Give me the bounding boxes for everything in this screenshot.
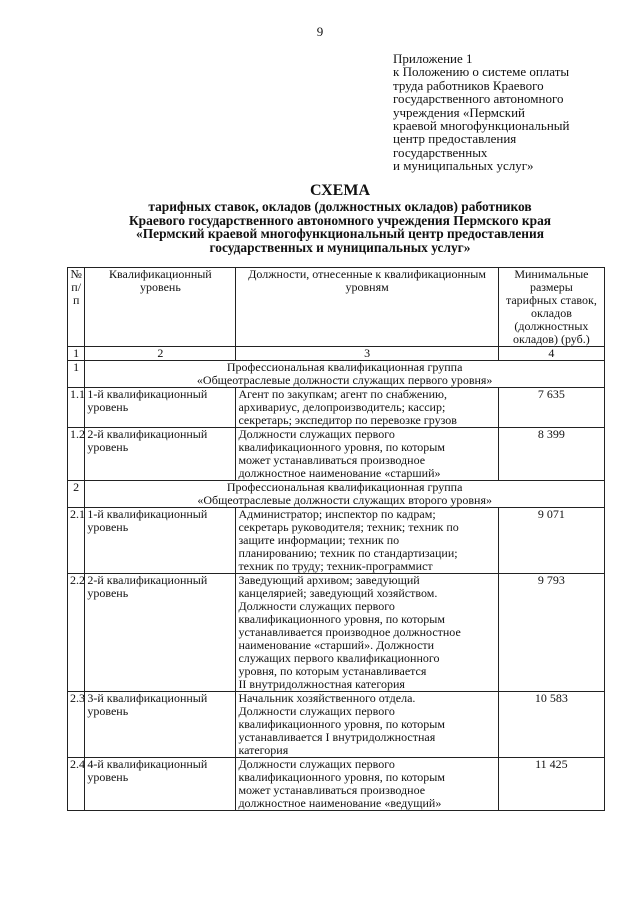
appendix-line: краевой многофункциональный [393, 118, 570, 134]
row-num: 2.1 [68, 508, 85, 574]
row-salary: 8 399 [498, 428, 604, 481]
appendix-note [393, 52, 628, 173]
header-num: № п/п [68, 268, 85, 347]
row-level: 1-й квалификационный уровень [85, 388, 236, 428]
appendix-line: Приложение 1 [393, 51, 473, 66]
column-number: 2 [85, 347, 236, 361]
row-num: 1.1 [68, 388, 85, 428]
row-positions: Начальник хозяйственного отдела. Должности служащих первого квалификационного уровня, по которым устанавливается I внутридолжностная категория [236, 692, 498, 758]
table-row [68, 574, 605, 692]
group-title: Профессиональная квалификационная группа «Общеотраслевые должности служащих первого уровня» [85, 361, 605, 388]
appendix-line: труда работников Краевого [393, 77, 544, 93]
group-title: Профессиональная квалификационная группа «Общеотраслевые должности служащих второго уровня» [85, 481, 605, 508]
appendix-line: центр предоставления [393, 131, 517, 147]
header-level: Квалификационный уровень [85, 268, 236, 347]
row-positions: Должности служащих первого квалификационного уровня, по которым может устанавливаться производное должностное наименование «старший» [236, 428, 498, 481]
appendix-line: и муниципальных услуг» [393, 158, 534, 174]
group-num: 1 [68, 361, 85, 388]
row-level: 2-й квалификационный уровень [85, 574, 236, 692]
row-positions: Должности служащих первого квалификационного уровня, по которым может устанавливаться производное должностное наименование «ведущий» [236, 758, 498, 811]
document-subtitle-line: государственных и муниципальных услуг» [209, 239, 471, 255]
document-subtitle-line: «Пермский краевой многофункциональный центр предоставления [136, 226, 544, 242]
table-row [68, 388, 605, 428]
appendix-line: государственных [393, 144, 488, 160]
row-level: 4-й квалификационный уровень [85, 758, 236, 811]
row-positions: Администратор; инспектор по кадрам; секретарь руководителя; техник; техник по защите информации; техник по планированию; техник по стандартизации; техник по труду; техник-программист [236, 508, 498, 574]
row-positions: Заведующий архивом; заведующий канцелярией; заведующий хозяйством. Должности служащих первого квалификационного уровня, по которым устанавливается производное должностное наименование «старший». Должности служащих первого квалификационного уровня, по которым устанавливается II внутридолжностная категория [236, 574, 498, 692]
document-subtitle-line: Краевого государственного автономного учреждения Пермского края [128, 212, 552, 228]
row-level: 3-й квалификационный уровень [85, 692, 236, 758]
row-level: 2-й квалификационный уровень [85, 428, 236, 481]
document-heading [0, 182, 640, 254]
row-num: 2.3 [68, 692, 85, 758]
column-number: 1 [68, 347, 85, 361]
row-num: 1.2 [68, 428, 85, 481]
row-salary: 10 583 [498, 692, 604, 758]
salary-table [67, 267, 605, 811]
appendix-line: государственного автономного [393, 91, 564, 107]
table-row [68, 758, 605, 811]
group-num: 2 [68, 481, 85, 508]
page-number: 9 [316, 24, 324, 39]
row-num: 2.2 [68, 574, 85, 692]
table-row [68, 428, 605, 481]
group-row [68, 481, 605, 508]
group-row [68, 361, 605, 388]
appendix-line: учреждения «Пермский [393, 104, 526, 120]
column-number: 3 [236, 347, 498, 361]
table-row [68, 692, 605, 758]
header-salary: Минимальные размеры тарифных ставок, окладов (должностных окладов) (руб.) [498, 268, 604, 347]
table-row [68, 508, 605, 574]
row-salary: 9 793 [498, 574, 604, 692]
document-title: СХЕМА [309, 182, 371, 199]
row-level: 1-й квалификационный уровень [85, 508, 236, 574]
row-salary: 9 071 [498, 508, 604, 574]
row-positions: Агент по закупкам; агент по снабжению, архивариус, делопроизводитель; кассир; секретарь; экспедитор по перевозке грузов [236, 388, 498, 428]
column-number: 4 [498, 347, 604, 361]
appendix-line: к Положению о системе оплаты [393, 64, 570, 80]
header-positions: Должности, отнесенные к квалификационным уровням [236, 268, 498, 347]
row-num: 2.4 [68, 758, 85, 811]
document-subtitle-line: тарифных ставок, окладов (должностных окладов) работников [148, 199, 532, 214]
row-salary: 11 425 [498, 758, 604, 811]
table-header-row [68, 268, 605, 347]
column-numbers-row [68, 347, 605, 361]
row-salary: 7 635 [498, 388, 604, 428]
